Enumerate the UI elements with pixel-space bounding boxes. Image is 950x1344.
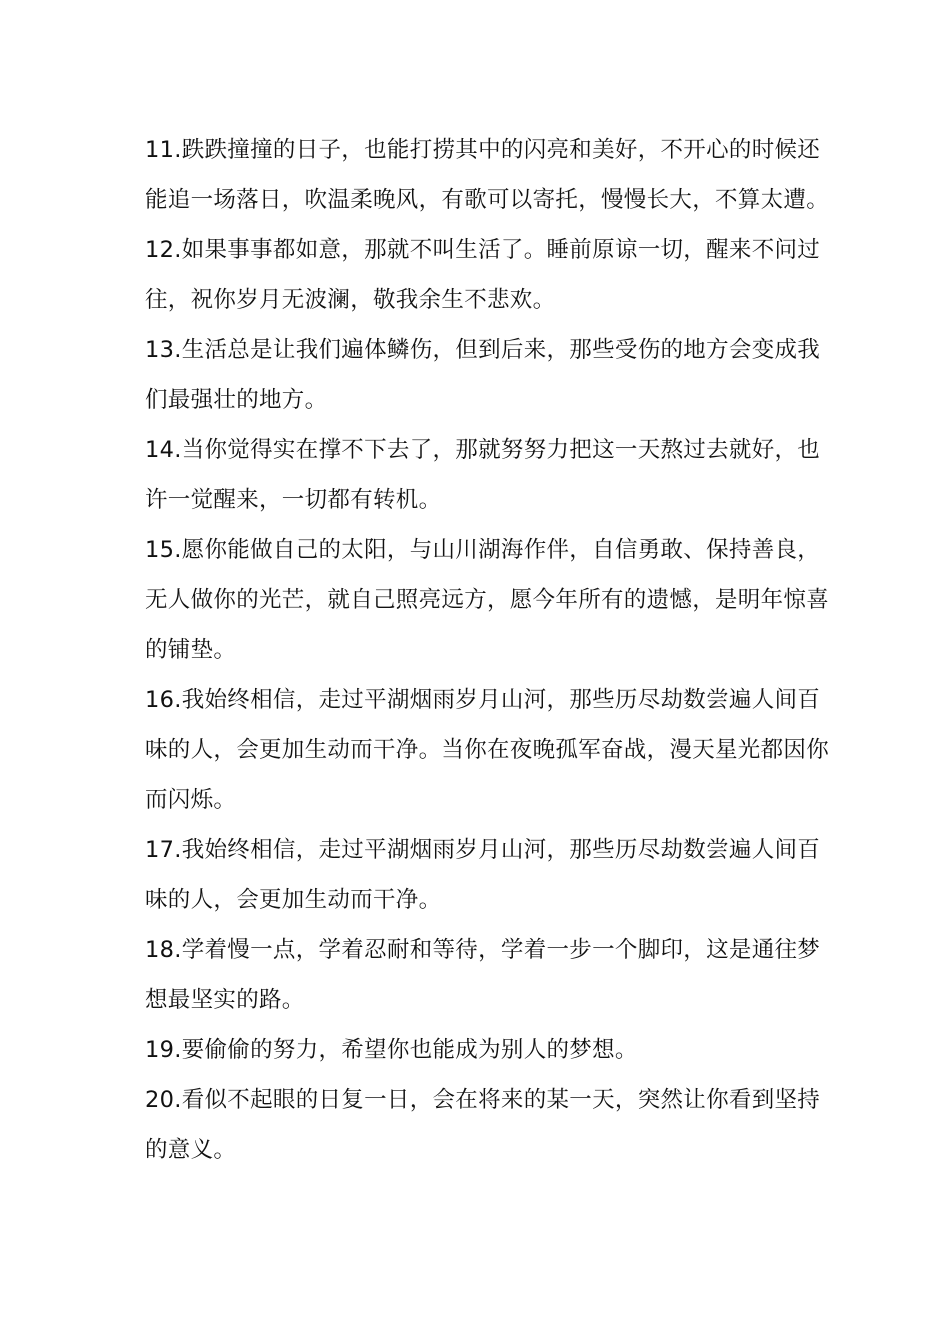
paragraph-15 <box>145 525 830 675</box>
paragraph-18 <box>145 925 830 1025</box>
paragraph-number: 19. <box>145 1037 182 1063</box>
paragraph-text: 当你觉得实在撑不下去了，那就努努力把这一天熬过去就好，也许一觉醒来，一切都有转机。 <box>145 437 821 513</box>
paragraph-number: 11. <box>145 137 182 163</box>
paragraph-number: 12. <box>145 237 182 263</box>
paragraph-text: 生活总是让我们遍体鳞伤，但到后来，那些受伤的地方会变成我们最强壮的地方。 <box>145 337 821 413</box>
paragraph-19 <box>145 1025 830 1075</box>
paragraph-number: 17. <box>145 837 182 863</box>
paragraph-text: 看似不起眼的日复一日，会在将来的某一天，突然让你看到坚持的意义。 <box>145 1087 821 1163</box>
paragraph-text: 学着慢一点，学着忍耐和等待，学着一步一个脚印，这是通往梦想最坚实的路。 <box>145 937 821 1013</box>
paragraph-number: 20. <box>145 1087 182 1113</box>
paragraph-text: 跌跌撞撞的日子，也能打捞其中的闪亮和美好，不开心的时候还能追一场落日，吹温柔晚风，有歌可以寄托，慢慢长大，不算太遭。 <box>145 137 830 213</box>
paragraph-20 <box>145 1075 830 1175</box>
paragraph-text: 要偷偷的努力，希望你也能成为别人的梦想。 <box>181 1037 638 1063</box>
paragraph-17 <box>145 825 830 925</box>
paragraph-14 <box>145 425 830 525</box>
paragraph-number: 15. <box>145 537 182 563</box>
paragraph-text: 愿你能做自己的太阳，与山川湖海作伴，自信勇敢、保持善良，无人做你的光芒，就自己照亮远方，愿今年所有的遗憾，是明年惊喜的铺垫。 <box>145 537 830 663</box>
paragraph-number: 14. <box>145 437 182 463</box>
document-body <box>145 125 830 1175</box>
paragraph-number: 13. <box>145 337 182 363</box>
paragraph-11 <box>145 125 830 225</box>
paragraph-text: 我始终相信，走过平湖烟雨岁月山河，那些历尽劫数尝遍人间百味的人，会更加生动而干净。当你在夜晚孤军奋战，漫天星光都因你而闪烁。 <box>145 687 830 813</box>
paragraph-13 <box>145 325 830 425</box>
paragraph-number: 16. <box>145 687 182 713</box>
paragraph-number: 18. <box>145 937 182 963</box>
paragraph-text: 我始终相信，走过平湖烟雨岁月山河，那些历尽劫数尝遍人间百味的人，会更加生动而干净。 <box>145 837 821 913</box>
paragraph-16 <box>145 675 830 825</box>
paragraph-text: 如果事事都如意，那就不叫生活了。睡前原谅一切，醒来不问过往，祝你岁月无波澜，敬我余生不悲欢。 <box>145 237 821 313</box>
paragraph-12 <box>145 225 830 325</box>
